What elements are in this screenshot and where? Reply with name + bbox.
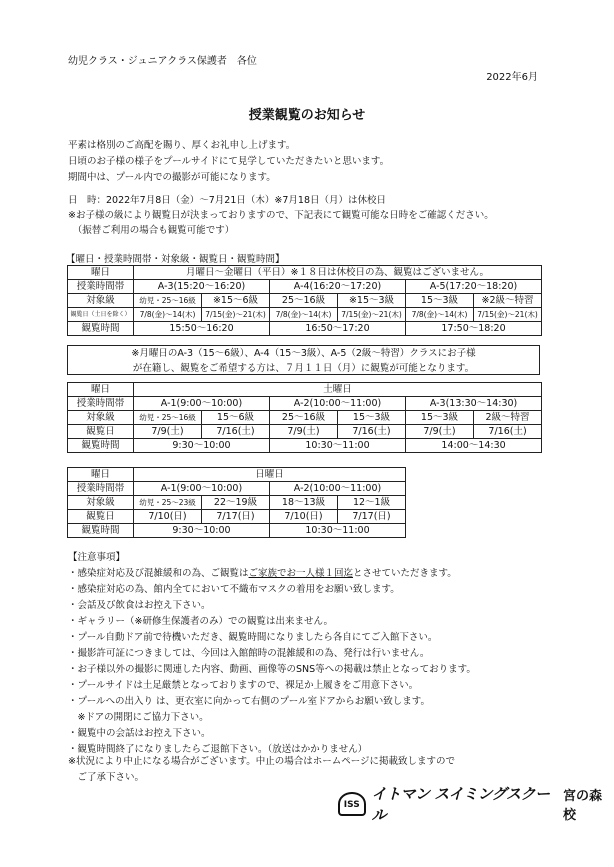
level-cell: 15～3級 — [406, 411, 474, 425]
level-label: 対象級 — [68, 411, 134, 425]
level-cell: 18～13級 — [270, 496, 338, 510]
level-cell: 幼児・25～23級 — [134, 496, 202, 510]
intro-line: 平素は格別のご高配を賜り、厚くお礼申し上げます。 — [68, 140, 296, 151]
notes-title: 【注意事項】 — [68, 552, 126, 563]
note-text: ・感染症対応及び混雑緩和の為、ご観覧は — [68, 568, 249, 579]
monday-note-line: ※月曜日のA-3（15～6級）、A-4（15～3級）、A-5（2級～特習）クラスにお子様 — [131, 348, 476, 359]
level-cell: 幼児・25～16級 — [134, 411, 202, 425]
intro-line: 期間中は、プール内での撮影が可能になります。 — [68, 172, 276, 183]
time-slot: A-2(10:00～11:00) — [270, 397, 406, 411]
view-label: 観覧日 — [68, 425, 134, 439]
level-cell: ※2級～特習 — [474, 294, 542, 308]
monday-note — [67, 345, 540, 375]
sunday-table — [67, 467, 406, 538]
day-label: 曜日 — [68, 266, 134, 280]
schedule-line: ※お子様の級により観覧日が決まっておりますので、下記表にて観覧可能な日時をご確認ください。 — [68, 210, 494, 221]
schedule-text — [68, 193, 494, 238]
time-slot: A-1(9:00～10:00) — [134, 397, 270, 411]
note-item: ・ギャラリー（※研修生保護者のみ）での観覧は出来ません。 — [68, 616, 334, 627]
level-cell: ※15～3級 — [338, 294, 406, 308]
hours-cell: 15:50～16:20 — [134, 322, 270, 336]
level-cell: 15～3級 — [406, 294, 474, 308]
time-slot: A-2(10:00～11:00) — [270, 482, 406, 496]
day-label: 曜日 — [68, 383, 134, 397]
time-label: 授業時間帯 — [68, 482, 134, 496]
note-item — [68, 566, 476, 582]
monday-note-line: が在籍し、観覧をご希望する方は、７月１１日（月）に観覧が可能となります。 — [132, 363, 475, 374]
level-label: 対象級 — [68, 496, 134, 510]
day-value: 月曜日～金曜日（平日）※１８日は休校日の為、観覧はございません。 — [134, 266, 542, 280]
page-title: 授業観覧のお知らせ — [248, 108, 366, 123]
view-date: 7/9(土) — [134, 425, 202, 439]
footer-text — [68, 754, 455, 786]
note-item: ・感染症対応の為、館内全てにおいて不織布マスクの着用をお願い致します。 — [68, 584, 400, 595]
hours-label: 観覧時間 — [68, 439, 134, 453]
schedule-line: 日 時：2022年7月8日（金）～7月21日（木）※7月18日（月）は休校日 — [68, 195, 386, 206]
note-item: ・撮影許可証につきましては、今回は入館館時の混雑緩和の為、発行は行いません。 — [68, 648, 430, 659]
intro-line: 日頃のお子様の様子をプールサイドにて見学していただきたいと思います。 — [68, 156, 390, 167]
view-date: 7/9(土) — [270, 425, 338, 439]
view-date: 7/17(日) — [202, 510, 270, 524]
saturday-table — [67, 382, 542, 453]
note-item: ・観覧時間終了になりましたらご退館下さい。（放送はかかりません） — [68, 744, 368, 755]
hours-cell: 9:30～10:00 — [134, 524, 270, 538]
view-date: 7/17(日) — [338, 510, 406, 524]
school-logo — [338, 783, 614, 825]
note-item: ・プールへの出入り は、更衣室に向かって右側のプール室ドアからお願い致します。 — [68, 696, 431, 707]
footer-line: ご了承下さい。 — [68, 772, 145, 783]
view-date: 7/8(金)～14(木) — [270, 308, 338, 322]
day-value: 日曜日 — [134, 468, 406, 482]
hours-label: 観覧時間 — [68, 322, 134, 336]
level-cell: 15～6級 — [202, 411, 270, 425]
note-text: とさせていただきます。 — [353, 568, 457, 579]
notes-section — [68, 550, 476, 758]
view-date: 7/16(土) — [338, 425, 406, 439]
hours-cell: 16:50～17:20 — [270, 322, 406, 336]
hours-cell: 10:30～11:00 — [270, 439, 406, 453]
hours-cell: 17:50～18:20 — [406, 322, 542, 336]
view-date: 7/16(土) — [202, 425, 270, 439]
view-date: 7/15(金)～21(木) — [202, 308, 270, 322]
logo-branch: 宮の森校 — [562, 789, 602, 823]
hours-label: 観覧時間 — [68, 524, 134, 538]
time-label: 授業時間帯 — [68, 397, 134, 411]
logo-name: イトマン スイミングスクール — [371, 785, 550, 824]
level-cell: 12～1級 — [338, 496, 406, 510]
level-cell: 25～16級 — [270, 294, 338, 308]
level-cell: ※15～6級 — [202, 294, 270, 308]
intro-text — [68, 138, 389, 186]
view-date: 7/9(土) — [406, 425, 474, 439]
note-item: ※ドアの開閉にご協力下さい。 — [68, 712, 209, 723]
view-label: 観覧日 — [68, 510, 134, 524]
section-title: 【曜日・授業時間帯・対象級・観覧日・観覧時間】 — [66, 254, 285, 265]
view-label: 観覧日（土日を除く） — [68, 308, 134, 322]
view-date: 7/10(日) — [270, 510, 338, 524]
level-cell: 15～3級 — [338, 411, 406, 425]
note-item: ・プール自動ドア前で待機いただき、観覧時間になりましたら各自にてご入館下さい。 — [68, 632, 438, 643]
time-slot: A-1(9:00～10:00) — [134, 482, 270, 496]
addressee: 幼児クラス・ジュニアクラス保護者 各位 — [68, 56, 257, 67]
time-slot: A-3(13:30～14:30) — [406, 397, 542, 411]
view-date: 7/8(金)～14(木) — [134, 308, 202, 322]
level-cell: 25～16級 — [270, 411, 338, 425]
weekday-table — [67, 265, 542, 336]
day-label: 曜日 — [68, 468, 134, 482]
view-date: 7/10(日) — [134, 510, 202, 524]
note-item: ・プールサイドは土足厳禁となっておりますので、裸足か上履きをご用意下さい。 — [68, 680, 419, 691]
view-date: 7/8(金)～14(木) — [406, 308, 474, 322]
level-cell: 22～19級 — [202, 496, 270, 510]
note-item: ・会話及び飲食はお控え下さい。 — [68, 600, 211, 611]
time-slot: A-4(16:20～17:20) — [270, 280, 406, 294]
hours-cell: 14:00～14:30 — [406, 439, 542, 453]
note-item: ・お子様以外の撮影に関連した内容、動画、画像等のSNS等への掲載は禁止となっております。 — [68, 664, 476, 675]
day-value: 土曜日 — [134, 383, 542, 397]
note-emphasis: ご家族でお一人様１回迄 — [248, 568, 354, 579]
view-date: 7/15(金)～21(木) — [474, 308, 542, 322]
note-item: ・観覧中の会話はお控え下さい。 — [68, 728, 211, 739]
level-cell: 2級～特習 — [474, 411, 542, 425]
footer-line: ※状況により中止になる場合がございます。中止の場合はホームページに掲載致しますので — [68, 756, 456, 767]
logo-mark-icon: ISS — [338, 792, 366, 816]
time-slot: A-5(17:20～18:20) — [406, 280, 542, 294]
level-cell: 幼児・25～16級 — [134, 294, 202, 308]
level-label: 対象級 — [68, 294, 134, 308]
document-date: 2022年6月 — [486, 72, 538, 83]
time-label: 授業時間帯 — [68, 280, 134, 294]
time-slot: A-3(15:20～16:20) — [134, 280, 270, 294]
hours-cell: 9:30～10:00 — [134, 439, 270, 453]
schedule-line: （振替ご利用の場合も観覧可能です） — [68, 225, 235, 236]
hours-cell: 10:30～11:00 — [270, 524, 406, 538]
view-date: 7/16(土) — [474, 425, 542, 439]
view-date: 7/15(金)～21(木) — [338, 308, 406, 322]
